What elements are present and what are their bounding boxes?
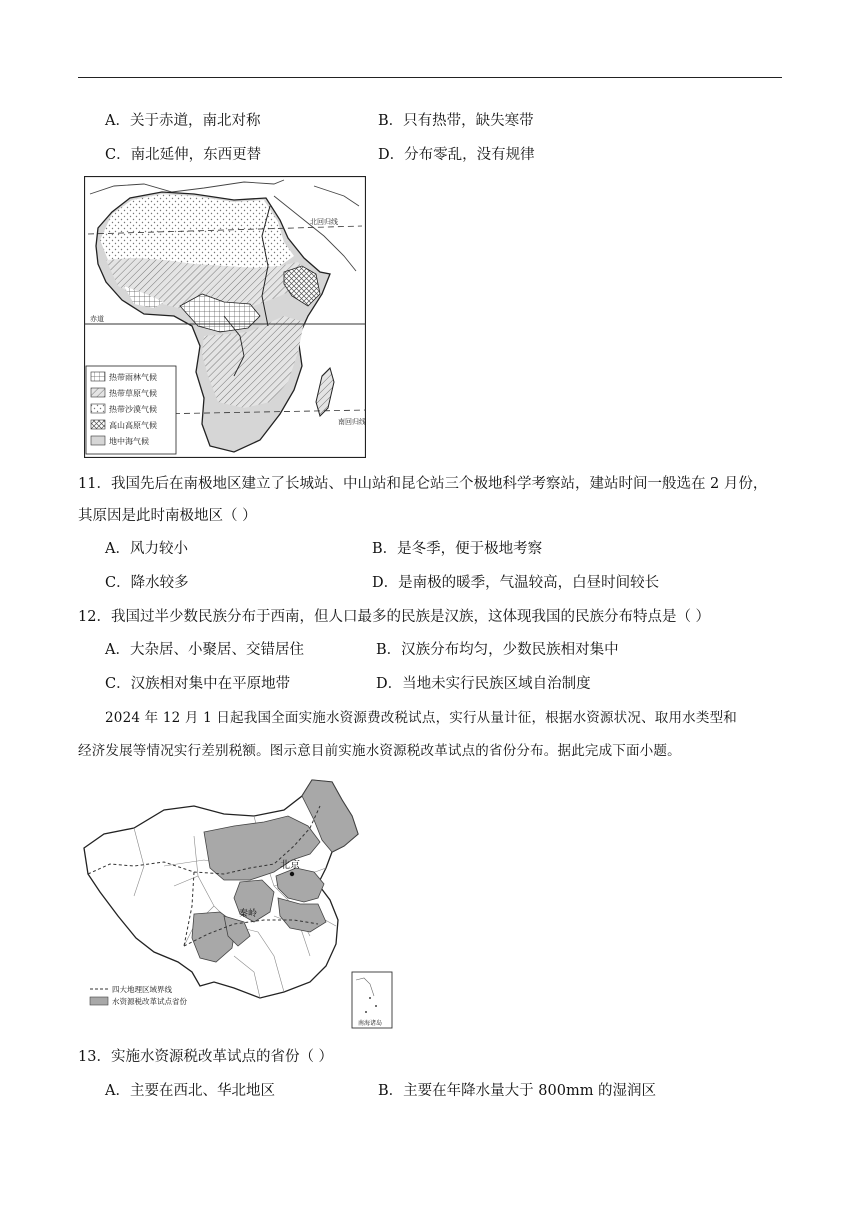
legend-swatch-desert [91,404,105,413]
inset-label: 南海诸岛 [358,1020,383,1027]
passage-line2: 经济发展等情况实行差别税额。图示意目前实施水资源税改革试点的省份分布。据此完成下面小题。 [78,743,681,759]
q10-option-b[interactable]: B．只有热带，缺失寒带 [378,113,534,129]
passage-line1: 2024 年 12 月 1 日起我国全面实施水资源费改税试点，实行从量计征，根据水资源状况、取用水类型和 [105,710,737,726]
legend-label-region-boundary: 四大地理区域界线 [112,985,172,994]
north-tropic-label: 北回归线 [310,218,338,226]
q10-option-a[interactable]: A．关于赤道，南北对称 [105,113,261,129]
china-map-legend [90,984,187,1006]
legend-swatch-mediterranean [91,436,105,445]
legend-label-desert: 热带沙漠气候 [109,405,157,414]
q12-option-c[interactable]: C．汉族相对集中在平原地带 [105,676,291,692]
south-tropic-label: 南回归线 [338,418,366,426]
header-rule [78,77,782,78]
q10-option-c[interactable]: C．南北延伸，东西更替 [105,147,262,163]
q11-option-d[interactable]: D．是南极的暖季，气温较高，白昼时间较长 [372,575,660,591]
beijing-marker [290,872,294,876]
legend-label-mediterranean: 地中海气候 [109,437,149,446]
q12-option-a[interactable]: A．大杂居、小聚居、交错居住 [105,642,304,658]
legend-label-savanna: 热带草原气候 [109,389,157,398]
legend-swatch-highland [91,420,105,429]
q10-option-d[interactable]: D．分布零乱，没有规律 [378,147,535,163]
equator-label: 赤道 [90,315,104,323]
q13-option-a[interactable]: A．主要在西北、华北地区 [105,1083,275,1099]
qinling-label: 秦岭 [239,909,258,919]
q12-option-d[interactable]: D．当地未实行民族区域自治制度 [376,676,591,692]
q11-stem-line2: 其原因是此时南极地区（ ） [78,508,257,524]
legend-swatch-rainforest [91,372,105,381]
beijing-label: 北京 [280,860,300,871]
q12-stem: 12．我国过半少数民族分布于西南，但人口最多的民族是汉族，这体现我国的民族分布特点是（ ） [78,609,711,625]
legend-label-pilot: 水资源税改革试点省份 [112,997,187,1006]
africa-climate-map [84,176,366,458]
south-china-sea-inset [352,972,392,1028]
china-pilot-map [74,776,396,1032]
q13-stem: 13．实施水资源税改革试点的省份（ ） [78,1049,334,1065]
legend-swatch-savanna [91,388,105,397]
q11-stem-line1: 11．我国先后在南极地区建立了长城站、中山站和昆仑站三个极地科学考察站，建站时间一般选在 2 月份， [78,476,768,492]
q11-option-c[interactable]: C．降水较多 [105,575,189,591]
legend-swatch-pilot [90,997,108,1005]
q13-option-b[interactable]: B．主要在年降水量大于 800mm 的湿润区 [378,1083,657,1099]
africa-map-legend [86,366,176,454]
q12-option-b[interactable]: B．汉族分布均匀，少数民族相对集中 [376,642,619,658]
desert-belt [100,194,294,268]
q11-option-a[interactable]: A．风力较小 [105,541,188,557]
legend-label-rainforest: 热带雨林气候 [109,373,157,382]
q11-option-b[interactable]: B．是冬季，便于极地考察 [372,541,543,557]
legend-label-highland: 高山高原气候 [109,421,157,430]
